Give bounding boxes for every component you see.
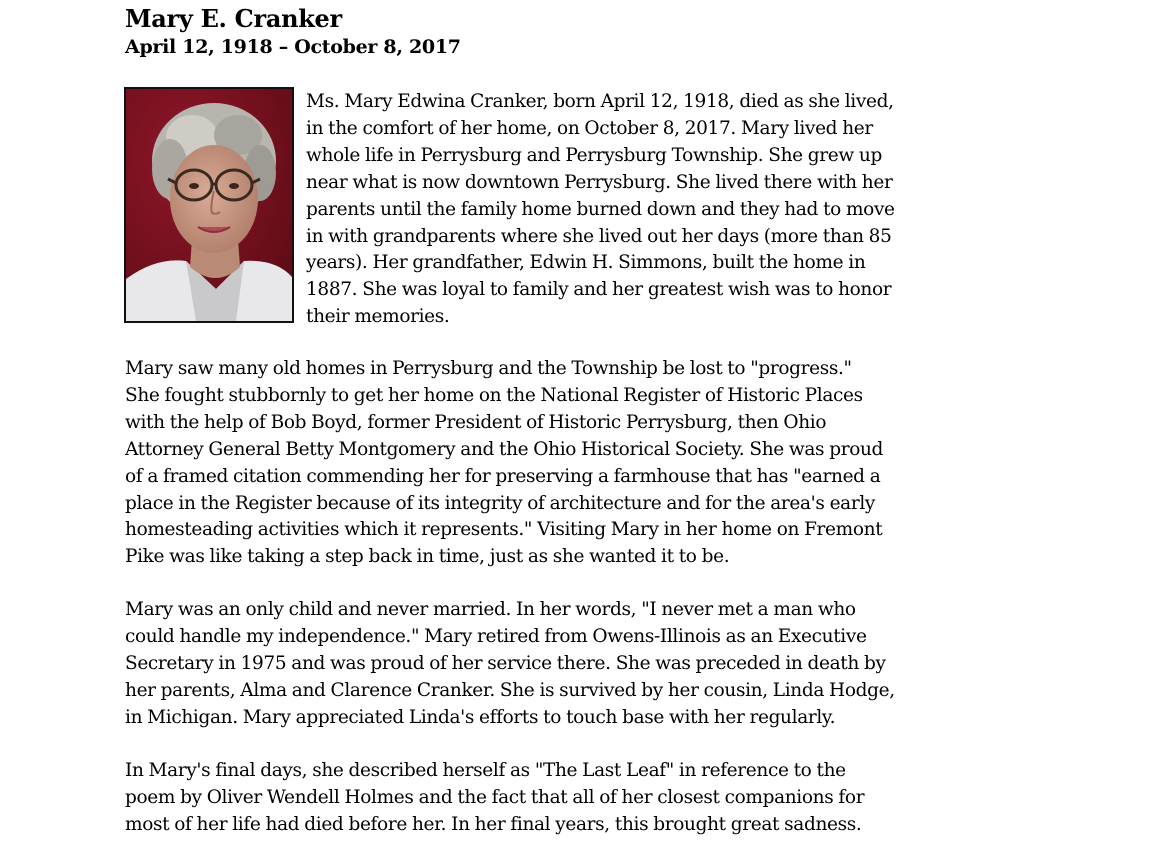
paragraph-line: in the comfort of her home, on October 8, 2017. Mary lived her	[306, 117, 873, 139]
paragraph-intro	[306, 89, 956, 331]
life-dates: April 12, 1918 – October 8, 2017	[125, 36, 461, 58]
paragraph-line: in with grandparents where she lived out her days (more than 85	[306, 225, 892, 247]
paragraph-line: Mary saw many old homes in Perrysburg and the Township be lost to "progress."	[125, 358, 852, 379]
paragraph-line: Attorney General Betty Montgomery and the Ohio Historical Society. She was proud	[125, 438, 884, 460]
paragraph-line: homesteading activities which it represents." Visiting Mary in her home on Fremont	[125, 519, 883, 541]
paragraph-line: place in the Register because of its integrity of architecture and for the area's early	[125, 492, 876, 514]
paragraph-line: years). Her grandfather, Edwin H. Simmons, built the home in	[306, 252, 866, 274]
paragraph-line: whole life in Perrysburg and Perrysburg Township. She grew up	[306, 144, 882, 166]
paragraph-line: poem by Oliver Wendell Holmes and the fact that all of her closest companions for	[125, 786, 865, 808]
paragraph-line: most of her life had died before her. In her final years, this brought great sadness.	[125, 813, 862, 835]
paragraph-line: could handle my independence." Mary retired from Owens-Illinois as an Executive	[125, 625, 867, 647]
paragraph-line: her parents, Alma and Clarence Cranker. She is survived by her cousin, Linda Hodge,	[125, 679, 895, 701]
obituary-header	[125, 4, 955, 60]
paragraph-line: near what is now downtown Perrysburg. She lived there with her	[306, 171, 893, 193]
paragraph-final-days	[125, 758, 955, 839]
paragraph-line: parents until the family home burned down and they had to move	[306, 198, 895, 220]
paragraph-historic-home	[125, 356, 955, 571]
paragraph-line: Mary was an only child and never married. In her words, "I never met a man who	[125, 599, 856, 620]
paragraph-line: with the help of Bob Boyd, former President of Historic Perrysburg, then Ohio	[125, 411, 827, 433]
paragraph-line: in Michigan. Mary appreciated Linda's efforts to touch base with her regularly.	[125, 706, 836, 728]
paragraph-line: Secretary in 1975 and was proud of her service there. She was preceded in death by	[125, 652, 886, 674]
portrait-photo	[124, 87, 294, 323]
paragraph-line: She fought stubbornly to get her home on the National Register of Historic Places	[125, 384, 863, 406]
paragraph-line: 1887. She was loyal to family and her greatest wish was to honor	[306, 279, 892, 301]
paragraph-line: Ms. Mary Edwina Cranker, born April 12, 1918, died as she lived,	[306, 91, 894, 112]
portrait-photo-icon	[126, 89, 292, 321]
paragraph-line: In Mary's final days, she described herself as "The Last Leaf" in reference to the	[125, 760, 846, 781]
paragraph-line: of a framed citation commending her for preserving a farmhouse that has "earned a	[125, 465, 881, 487]
page-title: Mary E. Cranker	[125, 4, 342, 33]
paragraph-line: Pike was like taking a step back in time, just as she wanted it to be.	[125, 546, 730, 568]
paragraph-line: their memories.	[306, 306, 450, 328]
paragraph-family	[125, 597, 955, 732]
